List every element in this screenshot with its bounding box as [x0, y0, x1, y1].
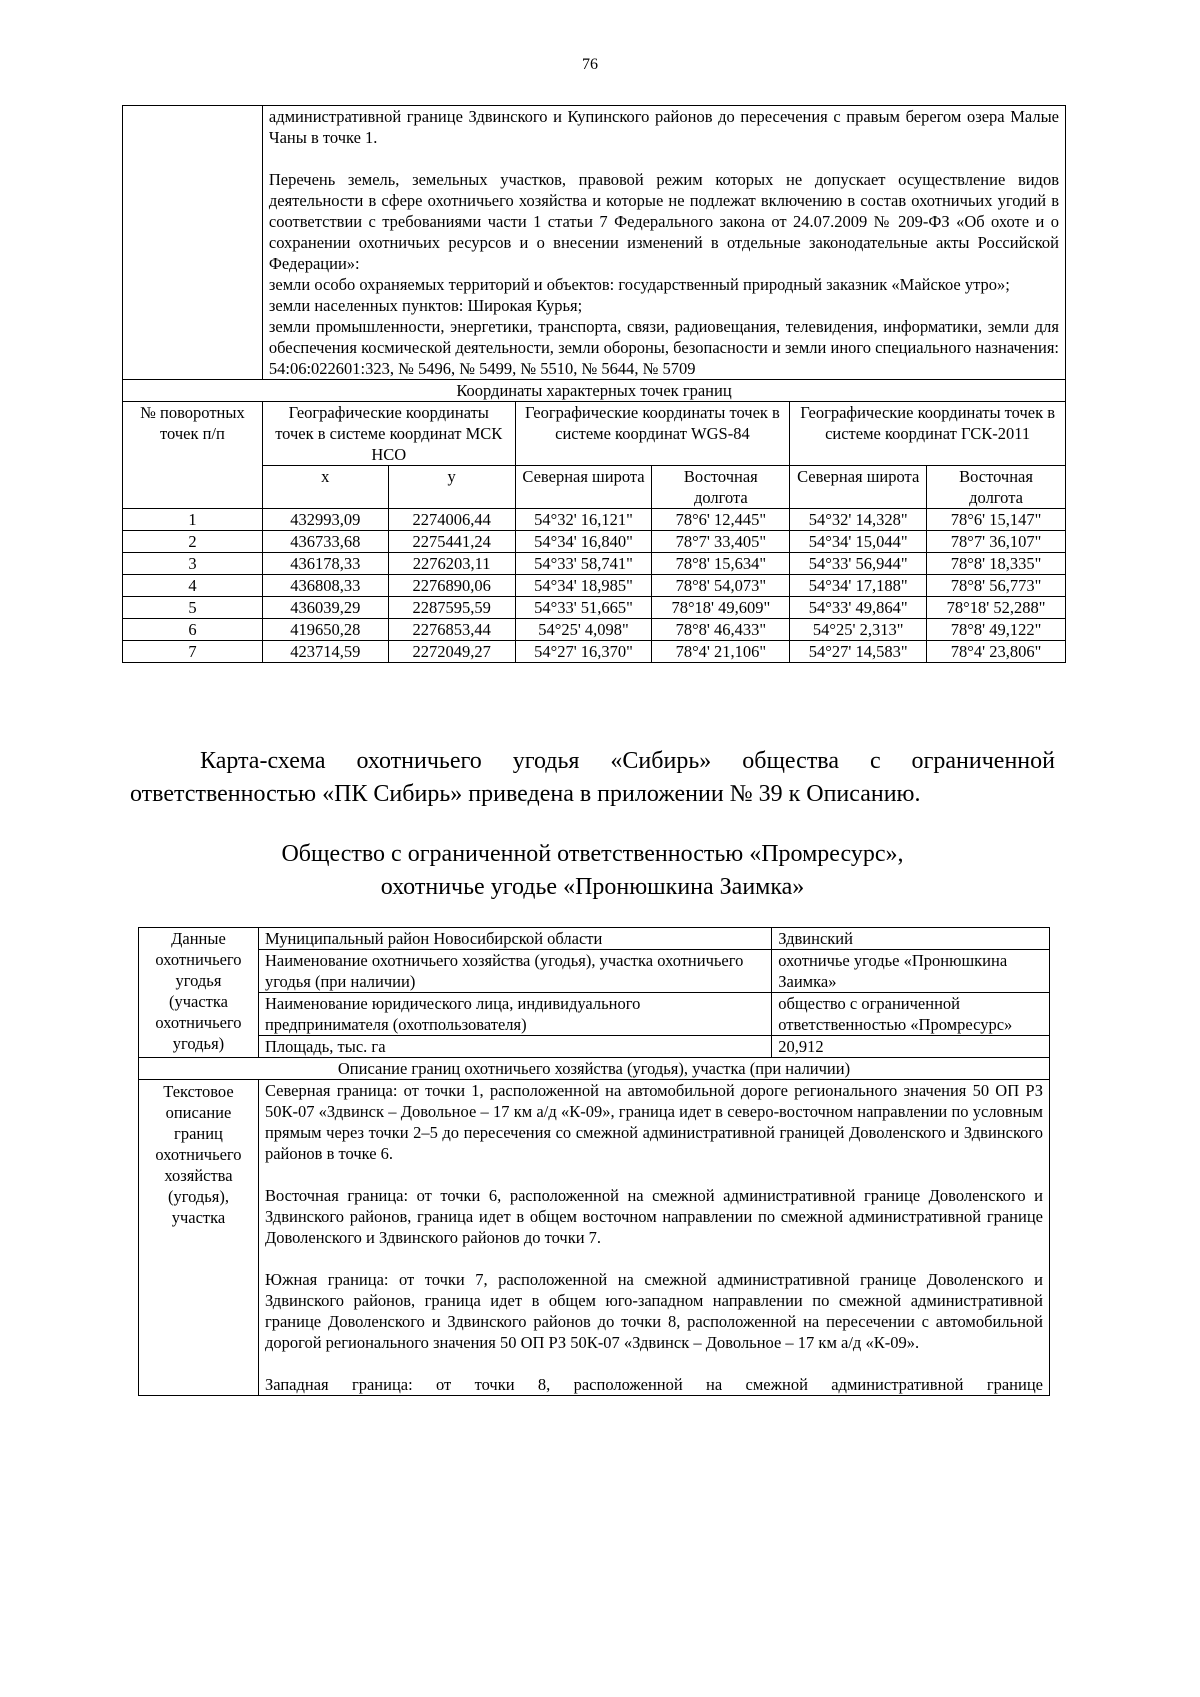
col-point-header: № поворотных точек п/п — [123, 402, 263, 509]
paragraph: Южная граница: от точки 7, расположенной на смежной административной границе Доволенского и Здвинского районов, граница идет в общем юго-западном направлении по смежной административной границе Доволенского и Здвинского районов до точки 8, расположенной на пересечении с автомобильной дорогой регионального значения 50 ОП РЗ 50К-07 «Здвинск – Довольное – 17 км а/д «К-09». — [264, 1270, 1043, 1352]
sub-header: Северная широта — [790, 466, 927, 509]
table-cell: 78°18' 49,609" — [652, 597, 790, 619]
sub-header: Восточная долгота — [652, 466, 790, 509]
table-cell: 78°18' 52,288" — [927, 597, 1066, 619]
paragraph: Западная граница: от точки 8, расположенной на смежной административной границе — [264, 1375, 1043, 1394]
table-cell: 54°34' 18,985" — [515, 575, 652, 597]
boundary-coordinates-table — [122, 105, 1066, 663]
table-cell: 436733,68 — [262, 531, 388, 553]
table-cell: 2276853,44 — [388, 619, 515, 641]
col-wgs-header: Географические координаты точек в системе координат WGS-84 — [515, 402, 790, 466]
table-cell: 54°33' 56,944" — [790, 553, 927, 575]
table-cell: 5 — [123, 597, 263, 619]
table-cell: 54°32' 16,121" — [515, 509, 652, 531]
row-key: Наименование юридического лица, индивидуального предпринимателя (охотпользователя) — [258, 993, 771, 1036]
table-row — [123, 509, 1066, 531]
section-heading — [130, 838, 1055, 904]
table-cell: 4 — [123, 575, 263, 597]
table-cell: 54°34' 15,044" — [790, 531, 927, 553]
table-cell: 78°4' 23,806" — [927, 641, 1066, 663]
table-cell: 78°8' 15,634" — [652, 553, 790, 575]
table-cell: 2274006,44 — [388, 509, 515, 531]
table-cell: 54°33' 51,665" — [515, 597, 652, 619]
table-row — [123, 619, 1066, 641]
paragraph: земли промышленности, энергетики, транспорта, связи, радиовещания, телевидения, информатики, земли для обеспечения космической деятельности, земли обороны, безопасности и земли иного специального назначения: 54:06:022601:323, № 5496, № 5499, № 5510, № 5644, № 5709 — [268, 317, 1059, 378]
table-row — [123, 597, 1066, 619]
text-row — [123, 106, 1066, 380]
borders-text — [258, 1080, 1049, 1396]
table-cell: 432993,09 — [262, 509, 388, 531]
paragraph: земли населенных пунктов: Широкая Курья; — [268, 296, 583, 315]
paragraph: Северная граница: от точки 1, расположенной на автомобильной дороге регионального значения 50 ОП РЗ 50К-07 «Здвинск – Довольное – 17 км а/д «К-09», граница идет в северо-восточном направлении по условным прямым через точки 2–5 до пересечения со смежной административной границей Доволенского и Здвинского районов в точке 6. — [264, 1081, 1043, 1163]
table-row — [123, 553, 1066, 575]
table-cell: 436808,33 — [262, 575, 388, 597]
table-row — [123, 531, 1066, 553]
section-heading-line: охотничье угодье «Пронюшкина Заимка» — [380, 874, 805, 900]
table-cell: 54°33' 58,741" — [515, 553, 652, 575]
table-cell: 54°25' 4,098" — [515, 619, 652, 641]
hunting-ground-data-table — [138, 927, 1050, 1396]
table-cell: 436039,29 — [262, 597, 388, 619]
table-cell: 2276203,11 — [388, 553, 515, 575]
table-cell: 78°6' 15,147" — [927, 509, 1066, 531]
table-cell: 1 — [123, 509, 263, 531]
table-cell: 3 — [123, 553, 263, 575]
table-cell: 2276890,06 — [388, 575, 515, 597]
text-label: Текстовое описание границ охотничьего хозяйства (угодья), участка — [139, 1080, 259, 1396]
table-cell: 78°7' 33,405" — [652, 531, 790, 553]
paragraph: Перечень земель, земельных участков, правовой режим которых не допускает осуществление видов деятельности в сфере охотничьего хозяйства и которые не подлежат включению в состав охотничьих угодий в соответствии с требованиями части 1 статьи 7 Федерального закона от 24.07.2009 № 209-ФЗ «Об охоте и о сохранении охотничьих ресурсов и о внесении изменений в отдельные законодательные акты Российской Федерации»: — [268, 170, 1059, 273]
table-cell: 78°4' 21,106" — [652, 641, 790, 663]
data-label: Данные охотничьего угодья (участка охотничьего угодья) — [139, 928, 259, 1058]
row-key: Площадь, тыс. га — [258, 1036, 771, 1058]
table-cell: 78°8' 18,335" — [927, 553, 1066, 575]
paragraph: земли особо охраняемых территорий и объектов: государственный природный заказник «Майское утро»; — [268, 275, 1010, 294]
col-gsk-header: Географические координаты точек в системе координат ГСК-2011 — [790, 402, 1066, 466]
paragraph: Восточная граница: от точки 6, расположенной на смежной административной границе Доволенского и Здвинского районов, граница идет в общем восточном направлении по смежной административной границе Доволенского и Здвинского районов до точки 7. — [264, 1186, 1043, 1247]
table-cell: 6 — [123, 619, 263, 641]
table-cell: 2 — [123, 531, 263, 553]
sub-header: y — [388, 466, 515, 509]
table-cell: 78°7' 36,107" — [927, 531, 1066, 553]
text-cell — [262, 106, 1065, 380]
table-cell: 436178,33 — [262, 553, 388, 575]
table-cell: 78°8' 56,773" — [927, 575, 1066, 597]
sub-header: Восточная долгота — [927, 466, 1066, 509]
page-number: 76 — [582, 56, 598, 73]
table-cell: 2272049,27 — [388, 641, 515, 663]
row-value: общество с ограниченной ответственностью «Промресурс» — [772, 993, 1050, 1036]
borders-title: Описание границ охотничьего хозяйства (угодья), участка (при наличии) — [139, 1058, 1050, 1080]
table-cell: 78°8' 54,073" — [652, 575, 790, 597]
table-cell: 54°34' 16,840" — [515, 531, 652, 553]
table-cell: 2287595,59 — [388, 597, 515, 619]
row-value: охотничье угодье «Пронюшкина Заимка» — [772, 950, 1050, 993]
table-row — [123, 641, 1066, 663]
table-cell: 54°27' 14,583" — [790, 641, 927, 663]
table-cell: 7 — [123, 641, 263, 663]
section-heading-line: Общество с ограниченной ответственностью «Промресурс», — [281, 841, 904, 867]
table-cell: 423714,59 — [262, 641, 388, 663]
table-cell: 54°34' 17,188" — [790, 575, 927, 597]
table-cell: 2275441,24 — [388, 531, 515, 553]
coords-title: Координаты характерных точек границ — [123, 380, 1066, 402]
table-cell: 54°32' 14,328" — [790, 509, 927, 531]
table-cell: 54°33' 49,864" — [790, 597, 927, 619]
paragraph: административной границе Здвинского и Купинского районов до пересечения с правым берегом озера Малые Чаны в точке 1. — [268, 107, 1059, 147]
row-key: Наименование охотничьего хозяйства (угодья), участка охотничьего угодья (при наличии) — [258, 950, 771, 993]
sub-header: Северная широта — [515, 466, 652, 509]
table-cell: 54°25' 2,313" — [790, 619, 927, 641]
table-row — [123, 575, 1066, 597]
map-reference-heading: Карта-схема охотничьего угодья «Сибирь» общества с ограниченной ответственностью «ПК Сибирь» приведена в приложении № 39 к Описанию. — [130, 748, 1055, 807]
table-cell: 54°27' 16,370" — [515, 641, 652, 663]
table-cell: 78°8' 46,433" — [652, 619, 790, 641]
row-value: Здвинский — [772, 928, 1050, 950]
table-cell: 419650,28 — [262, 619, 388, 641]
col-msk-header: Географические координаты точек в системе координат МСК НСО — [262, 402, 515, 466]
sub-header: x — [262, 466, 388, 509]
table-cell: 78°8' 49,122" — [927, 619, 1066, 641]
row-value: 20,912 — [772, 1036, 1050, 1058]
table-cell: 78°6' 12,445" — [652, 509, 790, 531]
row-key: Муниципальный район Новосибирской области — [258, 928, 771, 950]
